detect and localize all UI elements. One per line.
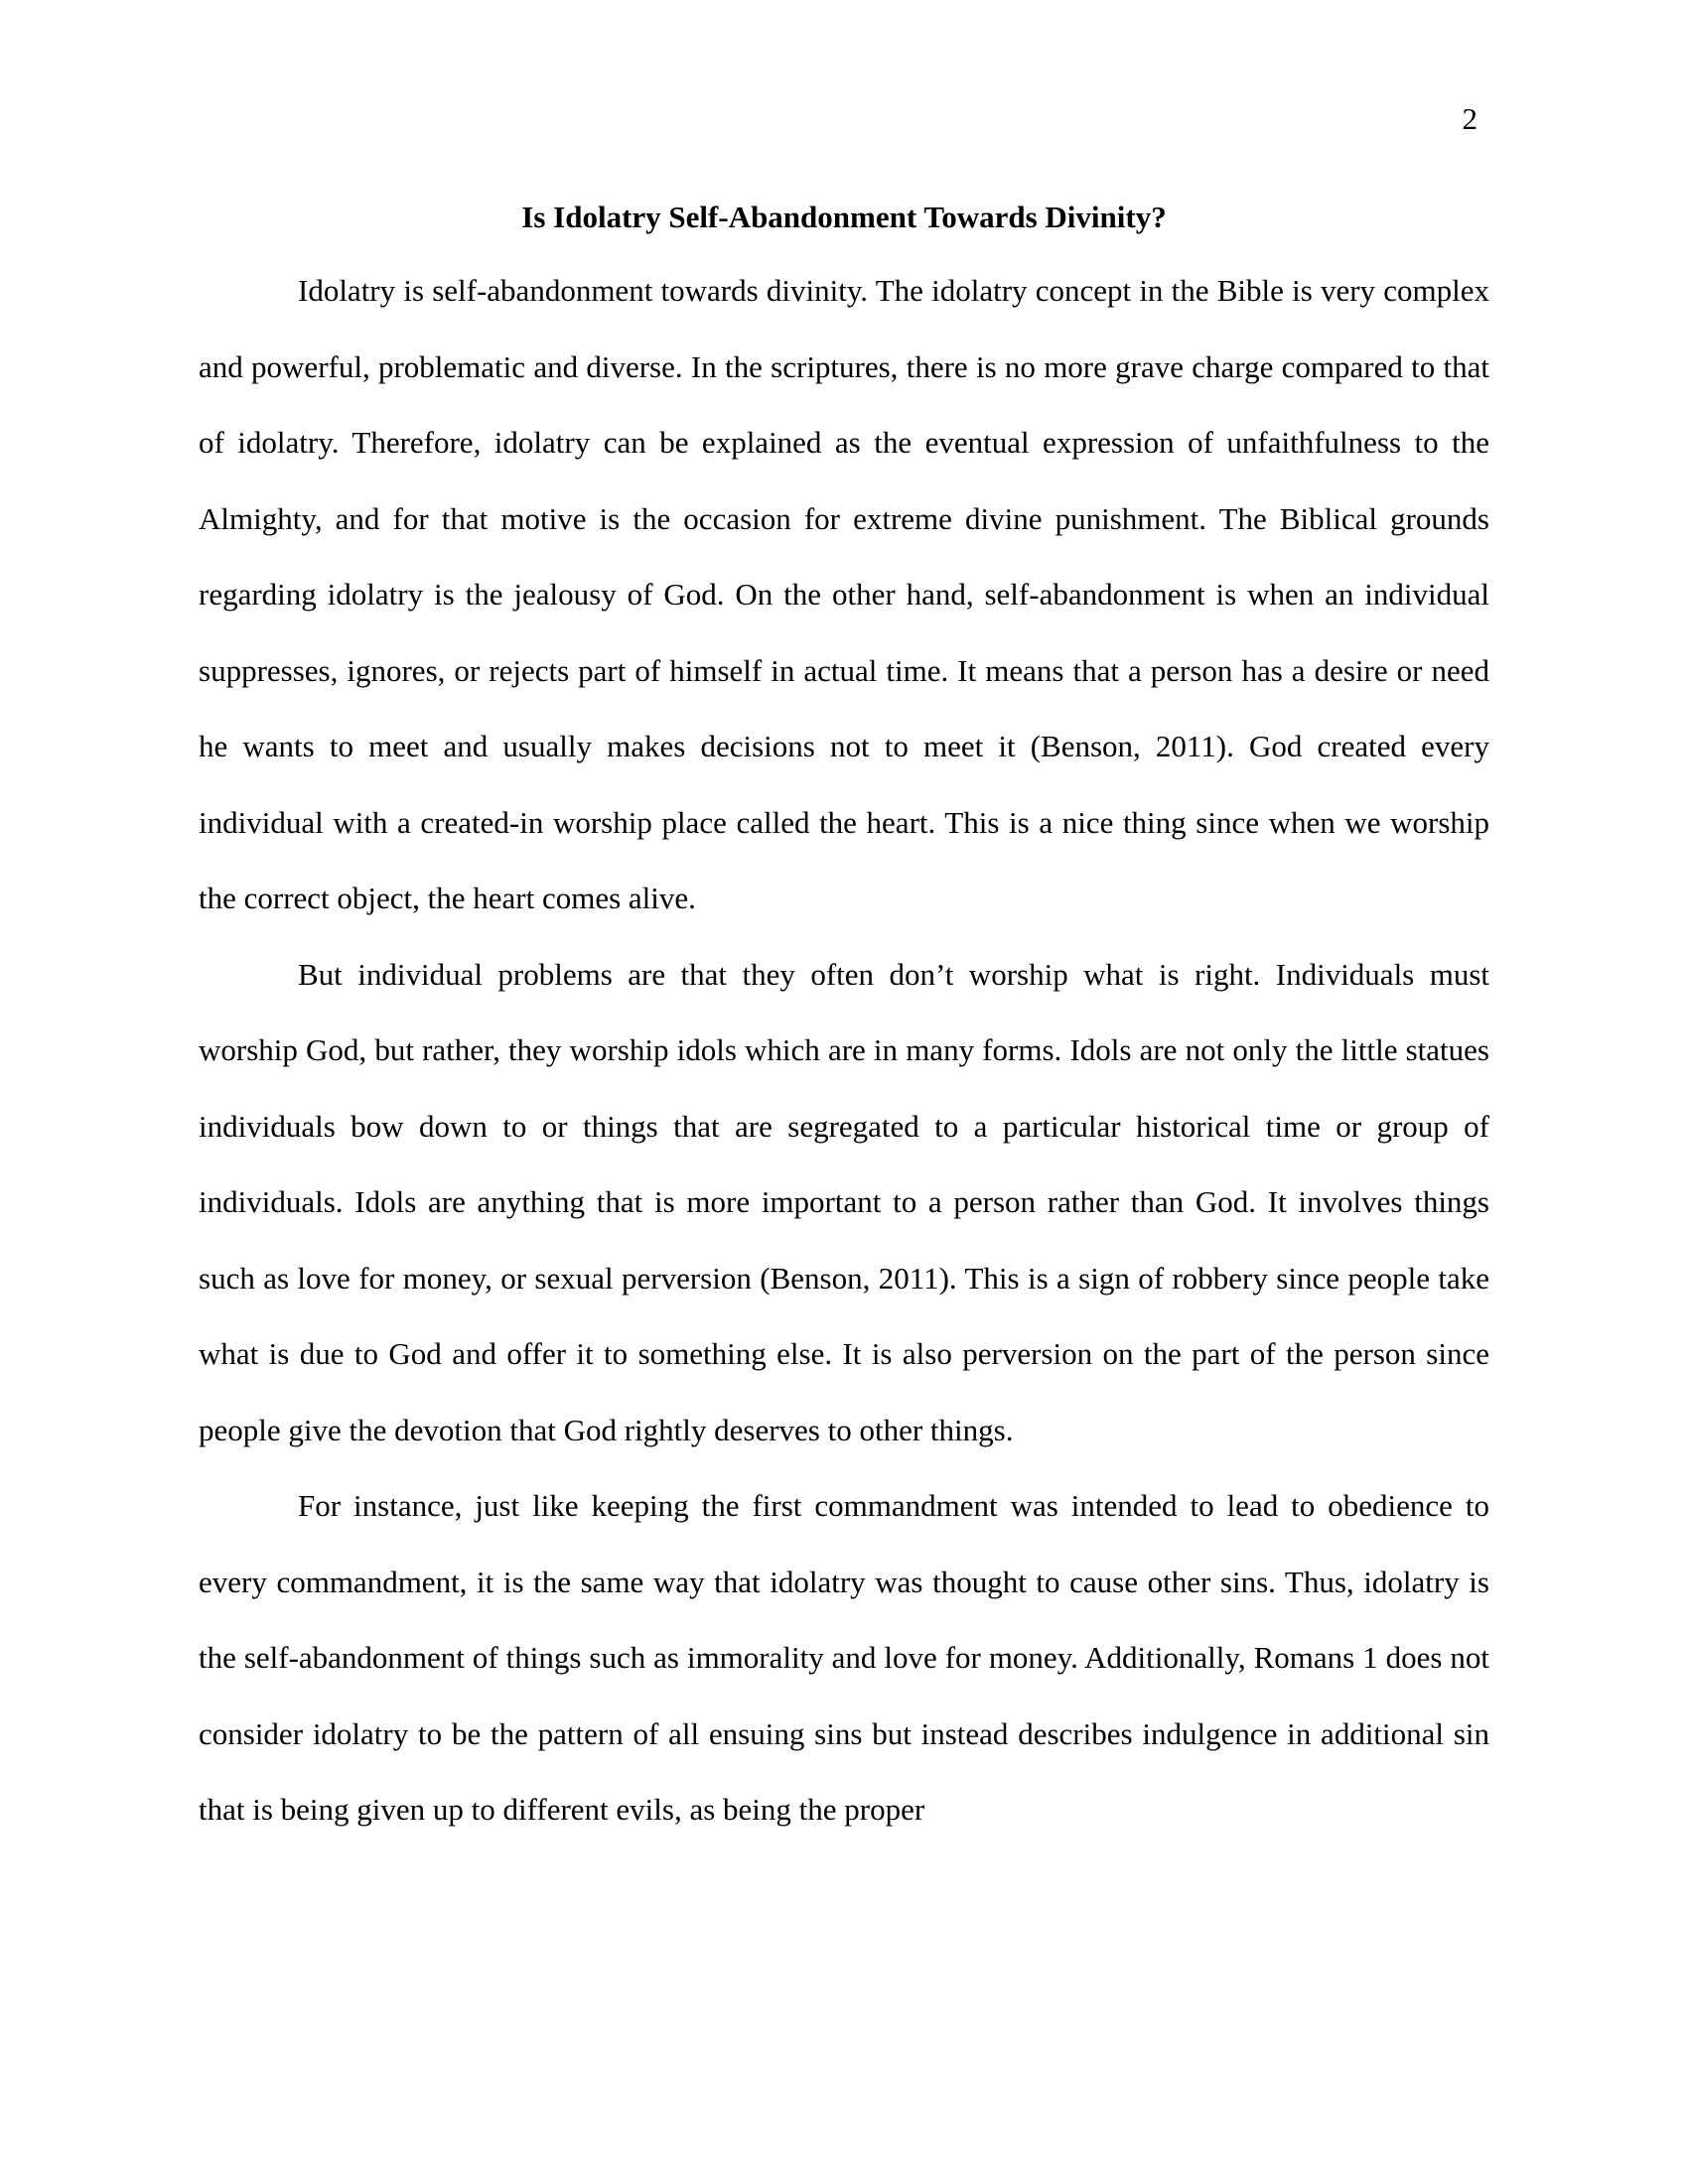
paragraph-2: But individual problems are that they often don’t worship what is right. Individuals must worship God, but rather, they worship idols which are in many forms. Idols are not only the little statues individuals bow down to or things that are segregated to a particular historical time or group of individuals. Idols are anything that is more important to a person rather than God. It involves things such as love for money, or sexual perversion (Benson, 2011). This is a sign of robbery since people take what is due to God and offer it to something else. It is also perversion on the part of the person since people give the devotion that God rightly deserves to other things. — [199, 956, 1489, 1447]
page-title: Is Idolatry Self-Abandonment Towards Divinity? — [521, 200, 1167, 234]
body-text — [199, 253, 1489, 1848]
page-number: 2 — [1462, 101, 1477, 136]
paragraph-1: Idolatry is self-abandonment towards divinity. The idolatry concept in the Bible is very complex and powerful, problematic and diverse. In the scriptures, there is no more grave charge compared to that of idolatry. Therefore, idolatry can be explained as the eventual expression of unfaithfulness to the Almighty, and for that motive is the occasion for extreme divine punishment. The Biblical grounds regarding idolatry is the jealousy of God. On the other hand, self-abandonment is when an individual suppresses, ignores, or rejects part of himself in actual time. It means that a person has a desire or need he wants to meet and usually makes decisions not to meet it (Benson, 2011). God created every individual with a created-in worship place called the heart. This is a nice thing since when we worship the correct object, the heart comes alive. — [199, 273, 1489, 915]
paragraph-3: For instance, just like keeping the first commandment was intended to lead to obedience to every commandment, it is the same way that idolatry was thought to cause other sins. Thus, idolatry is the self-abandonment of things such as immorality and love for money. Additionally, Romans 1 does not consider idolatry to be the pattern of all ensuing sins but instead describes indulgence in additional sin that is being given up to different evils, as being the proper — [199, 1488, 1489, 1827]
